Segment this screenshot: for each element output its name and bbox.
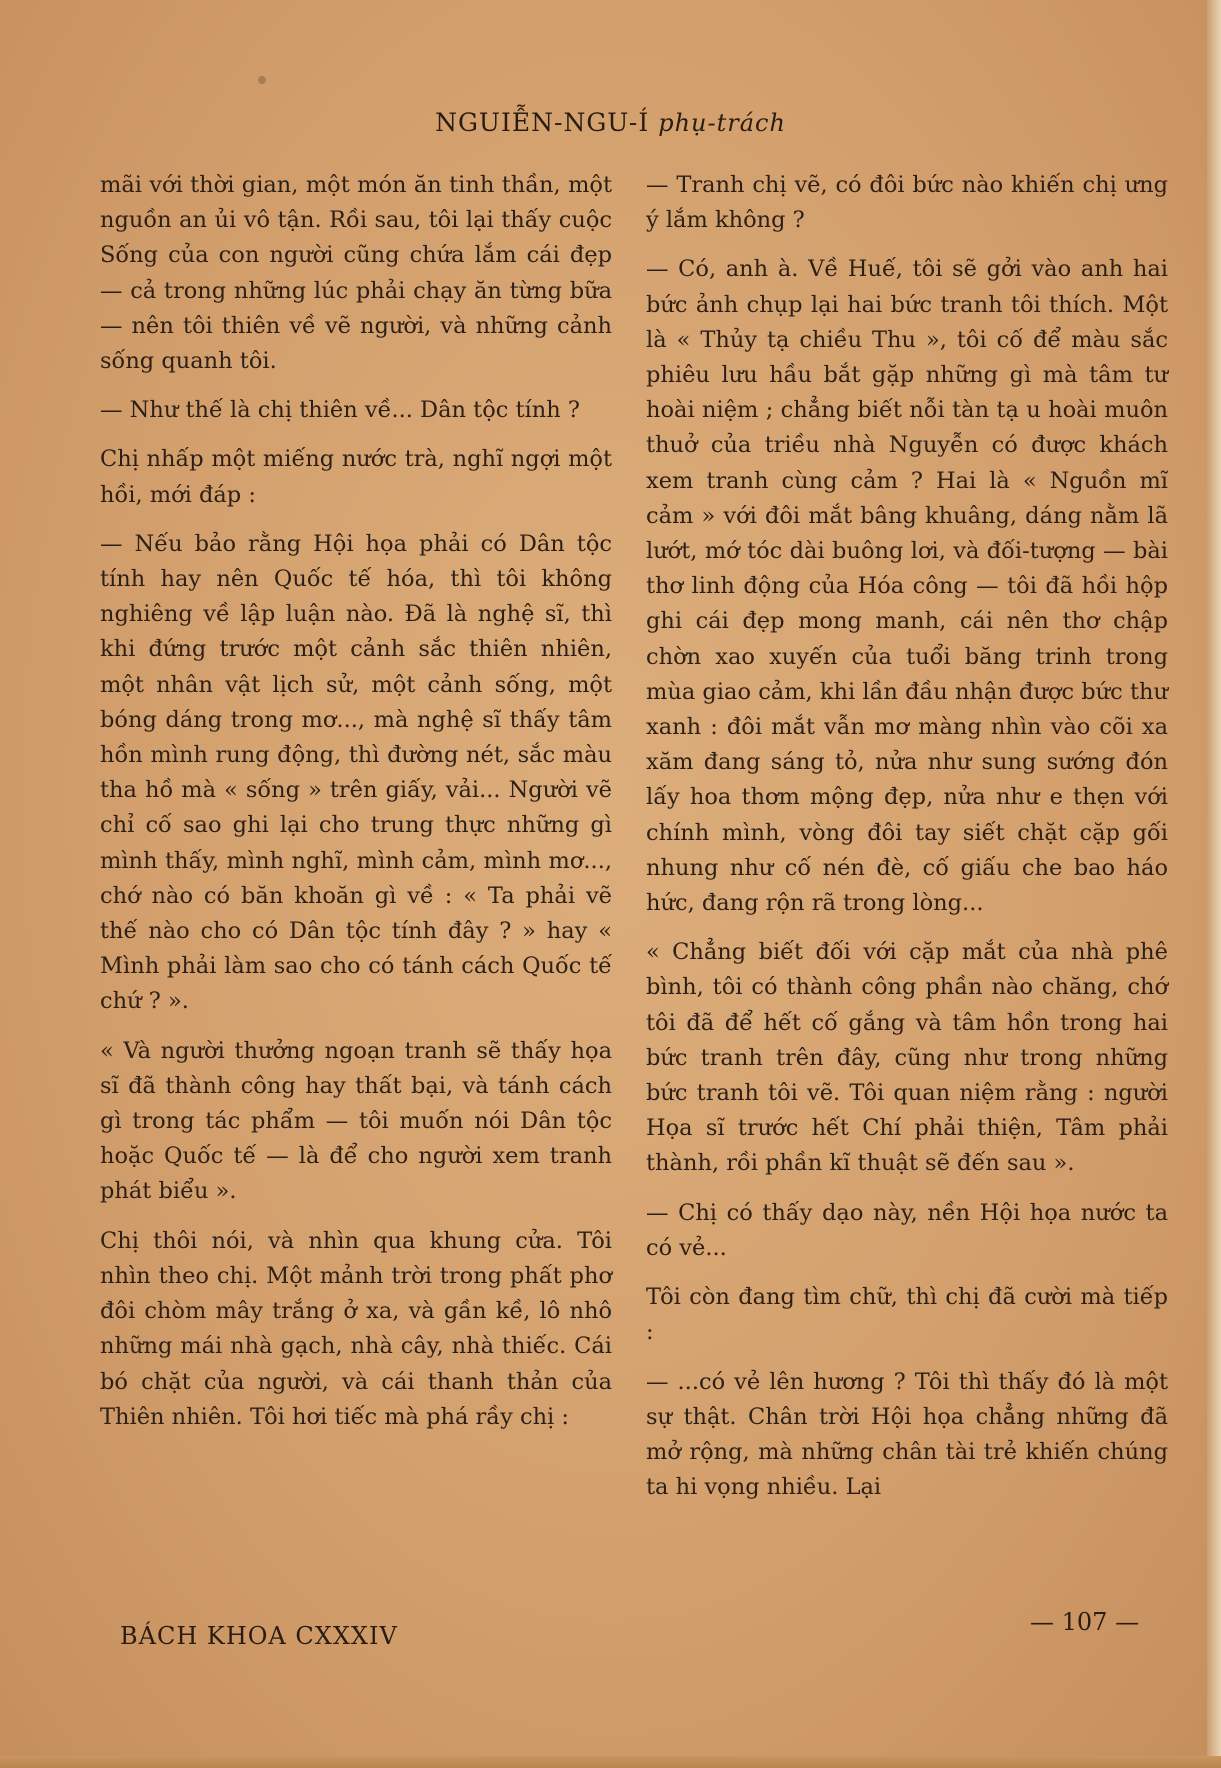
paragraph: « Chẳng biết đối với cặp mắt của nhà phê bình, tôi có thành công phần nào chăng, chớ tôi đã để hết cố gắng và tâm hồn trong hai bức tranh trên đây, cũng như trong những bức tranh tôi vẽ. Tôi quan niệm rằng : người Họa sĩ trước hết Chí phải thiện, Tâm phải thành, rồi phần kĩ thuật sẽ đến sau ». <box>646 939 1168 1177</box>
left-column <box>100 168 612 1435</box>
header-role: phụ-trách <box>658 109 786 137</box>
paragraph: — Có, anh à. Về Huế, tôi sẽ gởi vào anh hai bức ảnh chụp lại hai bức tranh tôi thích. Một là « Thủy tạ chiều Thu », tôi cố để màu sắc phiêu lưu hầu bắt gặp những gì mà tâm tư hoài niệm ; chẳng biết nỗi tàn tạ u hoài muôn thuở của triều nhà Nguyễn có được khách xem tranh cùng cảm ? Hai là « Nguồn mĩ cảm » với đôi mắt bâng khuâng, dáng nằm lã lướt, mớ tóc dài buông lơi, và đối-tượng — bài thơ linh động của Hóa công — tôi đã hồi hộp ghi cái đẹp mong manh, cái nên thơ chập chờn xao xuyến của tuổi băng trinh trong mùa giao cảm, khi lần đầu nhận được bức thư xanh : đôi mắt vẫn mơ màng nhìn vào cõi xa xăm đang sáng tỏ, nửa như sung sướng đón lấy hoa thơm mộng đẹp, nửa như e thẹn với chính mình, vòng đôi tay siết chặt cặp gối nhung như cố nén đè, cố giấu che bao háo hức, đang rộn rã trong lòng... <box>646 256 1168 917</box>
paragraph: Chị nhấp một miếng nước trà, nghĩ ngợi một hồi, mới đáp : <box>100 446 612 508</box>
paper-speck <box>258 76 266 84</box>
paragraph: — Như thế là chị thiên về... Dân tộc tính ? <box>100 397 580 424</box>
page-edge-bottom <box>0 1756 1221 1768</box>
paragraph: mãi với thời gian, một món ăn tinh thần, một nguồn an ủi vô tận. Rồi sau, tôi lại thấy cuộc Sống của con người cũng chứa lắm cái đẹp — cả trong những lúc phải chạy ăn từng bữa — nên tôi thiên về vẽ người, và những cảnh sống quanh tôi. <box>100 172 612 375</box>
page-header <box>0 108 1221 137</box>
header-author: NGUIỄN-NGU-Í <box>435 108 650 137</box>
footer-page-number: — 107 — <box>1030 1608 1140 1636</box>
paragraph: — ...có vẻ lên hương ? Tôi thì thấy đó là một sự thật. Chân trời Hội họa chẳng những đã mở rộng, mà những chân tài trẻ khiến chúng ta hi vọng nhiều. Lại <box>646 1368 1168 1501</box>
right-column <box>646 168 1168 1505</box>
page-edge-right <box>1207 0 1221 1768</box>
footer-magazine-title: BÁCH KHOA CXXXIV <box>120 1622 398 1650</box>
paragraph: Tôi còn đang tìm chữ, thì chị đã cười mà tiếp : <box>646 1284 1168 1346</box>
paragraph: — Chị có thấy dạo này, nền Hội họa nước ta có vẻ... <box>646 1199 1168 1261</box>
paragraph: Chị thôi nói, và nhìn qua khung cửa. Tôi nhìn theo chị. Một mảnh trời trong phất phơ đôi chòm mây trắng ở xa, và gần kề, lô nhô những mái nhà gạch, nhà cây, nhà thiếc. Cái bó chặt của người, và cái thanh thản của Thiên nhiên. Tôi hơi tiếc mà phá rầy chị : <box>100 1227 612 1430</box>
paragraph: — Nếu bảo rằng Hội họa phải có Dân tộc tính hay nên Quốc tế hóa, thì tôi không nghiêng về lập luận nào. Đã là nghệ sĩ, thì khi đứng trước một cảnh sắc thiên nhiên, một nhân vật lịch sử, một cảnh sống, một bóng dáng trong mơ..., mà nghệ sĩ thấy tâm hồn mình rung động, thì đường nét, sắc màu tha hồ mà « sống » trên giấy, vải... Người vẽ chỉ cố sao ghi lại cho trung thực những gì mình thấy, mình nghĩ, mình cảm, mình mơ..., chớ nào có băn khoăn gì về : « Ta phải vẽ thế nào cho có Dân tộc tính đây ? » hay « Mình phải làm sao cho có tánh cách Quốc tế chứ ? ». <box>100 530 612 1015</box>
paragraph: « Và người thưởng ngoạn tranh sẽ thấy họa sĩ đã thành công hay thất bại, và tánh cách gì trong tác phẩm — tôi muốn nói Dân tộc hoặc Quốc tế — là để cho người xem tranh phát biểu ». <box>100 1037 612 1205</box>
paragraph: — Tranh chị vẽ, có đôi bức nào khiến chị ưng ý lắm không ? <box>646 172 1168 234</box>
